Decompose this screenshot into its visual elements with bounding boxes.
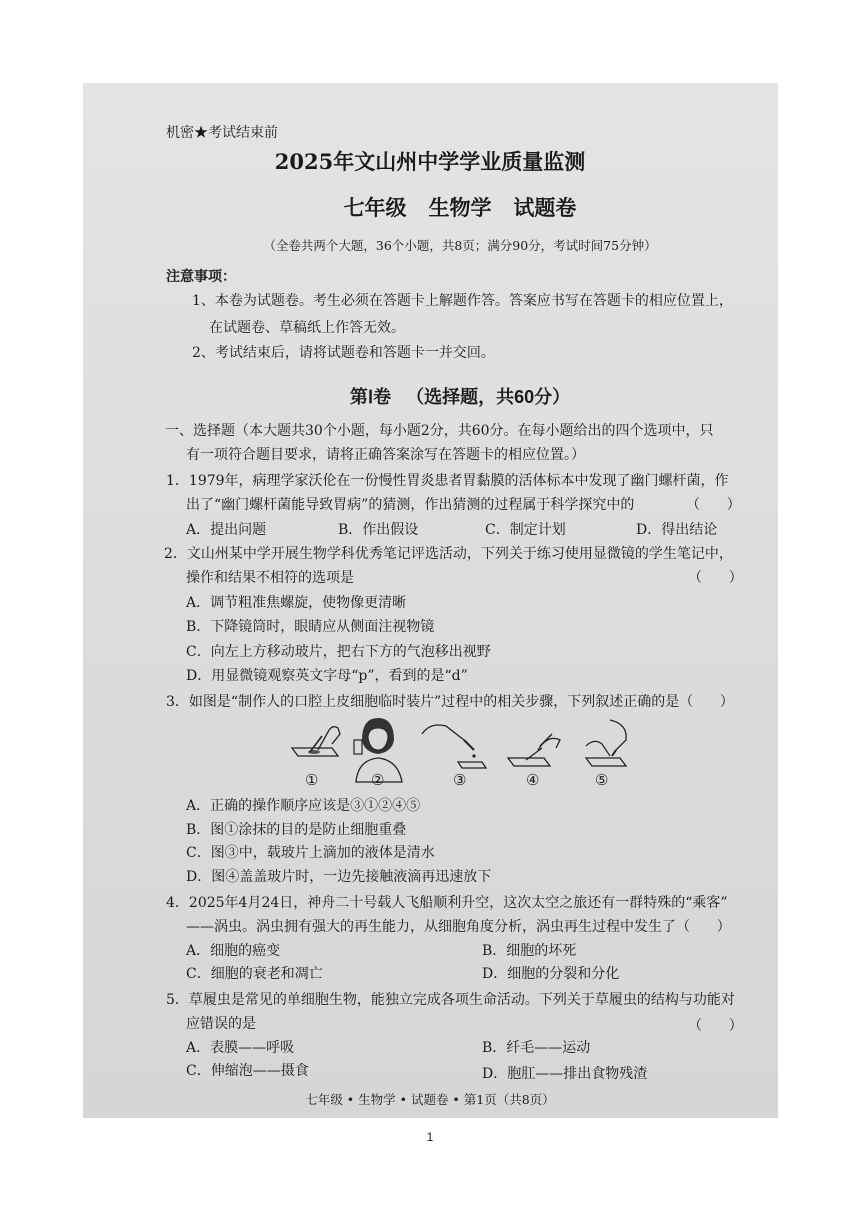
q4-option-b: B．细胞的坏死 xyxy=(482,943,577,959)
confidential-mark: 机密★考试结束前 xyxy=(166,125,278,141)
q5-line-2: 应错误的是 xyxy=(186,1016,256,1032)
q5-option-d: D．胞肛——排出食物残渣 xyxy=(482,1066,648,1082)
page-number: 1 xyxy=(426,1130,434,1144)
q4-line-2: ——涡虫。涡虫拥有强大的再生能力，从细胞角度分析，涡虫再生过程中发生了（ ） xyxy=(186,919,731,935)
q4-option-c: C．细胞的衰老和凋亡 xyxy=(186,966,323,982)
q3-figure-label-3: ③ xyxy=(453,771,467,789)
q5-line-1: 5．草履虫是常见的单细胞生物，能独立完成各项生命活动。下列关于草履虫的结构与功能对 xyxy=(166,992,735,1008)
q2-option-a: A．调节粗准焦螺旋，使物像更清晰 xyxy=(186,595,407,611)
q3-figure-label-1: ① xyxy=(305,771,319,789)
q2-answer-blank: （ ） xyxy=(688,570,743,586)
q4-option-d: D．细胞的分裂和分化 xyxy=(482,966,620,982)
page-footer: 七年级 • 生物学 • 试题卷 • 第1页（共8页） xyxy=(305,1092,555,1107)
q5-answer-blank: （ ） xyxy=(688,1018,743,1034)
section-title: 第Ⅰ卷 （选择题，共60分） xyxy=(349,387,571,407)
exam-title: 2025年文山州中学学业质量监测 xyxy=(274,149,586,174)
q4-option-a: A．细胞的癌变 xyxy=(186,943,281,959)
notes-item-1-line-2: 在试题卷、草稿纸上作答无效。 xyxy=(209,320,405,336)
q3-figure-label-2: ② xyxy=(371,771,385,789)
q2-line-2: 操作和结果不相符的选项是 xyxy=(186,570,354,586)
q5-option-b: B．纤毛——运动 xyxy=(482,1040,591,1056)
q3-figure-label-5: ⑤ xyxy=(595,771,609,789)
q2-option-b: B．下降镜筒时，眼睛应从侧面注视物镜 xyxy=(186,619,435,635)
notes-heading: 注意事项： xyxy=(166,269,236,285)
section-heading-line-1: 一、选择题（本大题共30个小题，每小题2分，共60分。在每小题给出的四个选项中，只 xyxy=(165,423,714,439)
q5-option-c: C．伸缩泡——摄食 xyxy=(186,1063,309,1079)
q1-option-c: C．制定计划 xyxy=(485,522,566,538)
exam-subtitle: 七年级 生物学 试题卷 xyxy=(343,195,577,220)
notes-item-2: 2、考试结束后，请将试题卷和答题卡一并交回。 xyxy=(192,345,495,361)
q3-figure-5-stain xyxy=(580,710,640,790)
q1-option-a: A．提出问题 xyxy=(186,522,267,538)
q3-option-c: C．图③中，载玻片上滴加的液体是清水 xyxy=(186,845,435,861)
q2-option-c: C．向左上方移动玻片，把右下方的气泡移出视野 xyxy=(186,644,491,660)
q2-option-d: D．用显微镜观察英文字母“p”，看到的是“d” xyxy=(186,668,468,684)
section-heading-line-2: 有一项符合题目要求，请将正确答案涂写在答题卡的相应位置。） xyxy=(186,447,585,463)
exam-info: （全卷共两个大题，36个小题，共8页；满分90分，考试时间75分钟） xyxy=(263,238,657,253)
q5-option-a: A．表膜——呼吸 xyxy=(186,1040,295,1056)
q1-option-d: D．得出结论 xyxy=(636,522,718,538)
q3-option-d: D．图④盖盖玻片时，一边先接触液滴再迅速放下 xyxy=(186,869,492,885)
q2-line-1: 2．文山州某中学开展生物学科优秀笔记评选活动，下列关于练习使用显微镜的学生笔记中， xyxy=(164,546,733,562)
q3-figure-label-4: ④ xyxy=(526,771,540,789)
q3-option-a: A．正确的操作顺序应该是③①②④⑤ xyxy=(186,798,421,814)
q3-option-b: B．图①涂抹的目的是防止细胞重叠 xyxy=(186,822,407,838)
q1-line-2: 出了“幽门螺杆菌能导致胃病”的猜测，作出猜测的过程属于科学探究中的 xyxy=(186,497,635,513)
notes-item-1-line-1: 1、本卷为试题卷。考生必须在答题卡上解题作答。答案应书写在答题卡的相应位置上， xyxy=(192,293,733,309)
q1-option-b: B．作出假设 xyxy=(338,522,419,538)
q1-line-1: 1．1979年，病理学家沃伦在一份慢性胃炎患者胃黏膜的活体标本中发现了幽门螺杆菌，作 xyxy=(166,473,729,489)
q4-line-1: 4．2025年4月24日，神舟二十号载人飞船顺利升空，这次太空之旅还有一群特殊的“乘客” xyxy=(166,895,728,911)
q1-answer-blank: （ ） xyxy=(686,497,741,513)
q3-line-1: 3．如图是“制作人的口腔上皮细胞临时装片”过程中的相关步骤，下列叙述正确的是（ ） xyxy=(166,694,734,710)
